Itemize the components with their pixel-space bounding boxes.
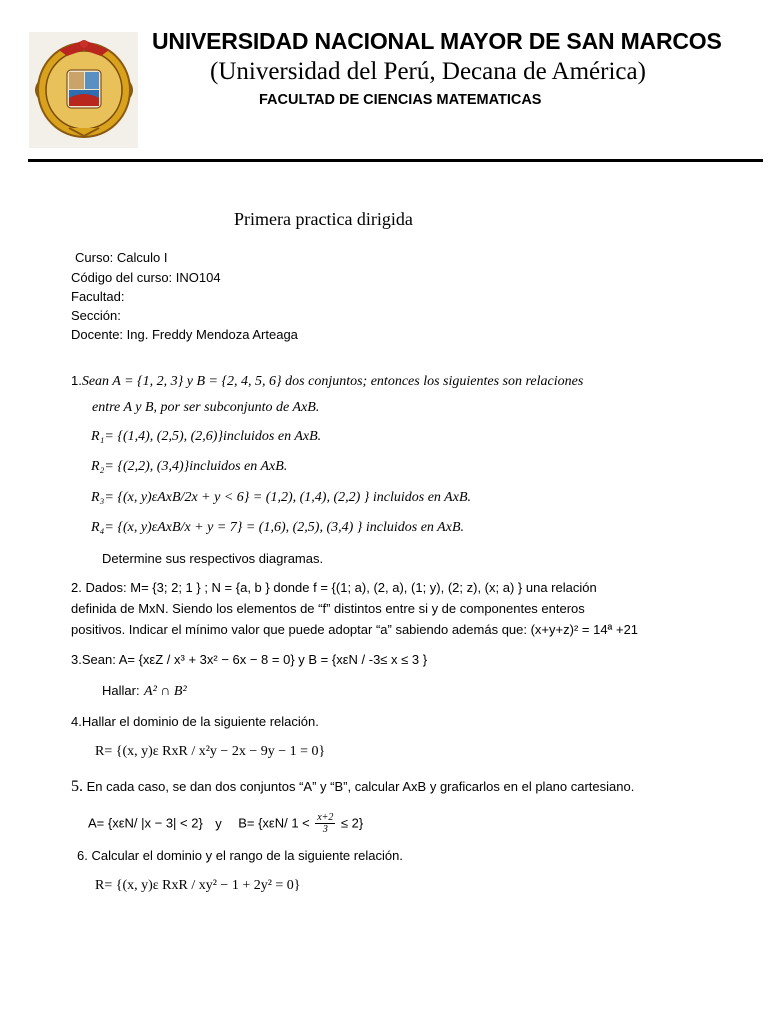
problem-1-number: 1. — [71, 373, 82, 388]
problem-3-line-2 — [102, 682, 187, 700]
problem-4-relation: R= {(x, y)ε RxR / x²y − 2x − 9y − 1 = 0} — [95, 744, 326, 759]
info-facultad: Facultad: — [71, 289, 125, 304]
problem-2-line-3: positivos. Indicar el mínimo valor que puede adoptar “a” sabiendo además que: (x+y+z)² = 14ª +21 — [71, 622, 639, 637]
conjunction-y: y — [215, 815, 222, 831]
university-subtitle: (Universidad del Perú, Decana de América) — [210, 58, 646, 85]
university-name: UNIVERSIDAD NACIONAL MAYOR DE SAN MARCOS — [152, 28, 722, 54]
problem-1-statement: Sean A = {1, 2, 3} y B = {2, 4, 5, 6} dos conjuntos; entonces los siguientes son relaciones — [81, 374, 584, 389]
problem-3-hallar: Hallar: — [102, 683, 140, 698]
problem-5-sets — [88, 812, 363, 835]
document-title: Primera practica dirigida — [234, 209, 413, 229]
set-a: A= {xεN/ |x − 3| < 2} — [88, 815, 203, 831]
relation-r1: R₁= {(1,4), (2,5), (2,6)}incluidos en AxB. — [91, 429, 322, 444]
problem-1-line-1 — [71, 372, 583, 390]
faculty-name: FACULTAD DE CIENCIAS MATEMATICAS — [259, 92, 542, 108]
set-b-prefix: B= {xεN/ 1 < — [238, 815, 310, 831]
problem-1-instruction: Determine sus respectivos diagramas. — [102, 551, 324, 566]
problem-5-number: 5. — [71, 778, 83, 795]
problem-5-line-1 — [71, 778, 634, 796]
problem-3-line-1: 3.Sean: A= {xεZ / x³ + 3x² − 6x − 8 = 0} y B = {xεN / -3≤ x ≤ 3 } — [71, 652, 428, 667]
problem-5-statement: En cada caso, se dan dos conjuntos “A” y “B”, calcular AxB y graficarlos en el plano cartesiano. — [83, 779, 635, 794]
set-b-fraction — [315, 812, 335, 835]
info-seccion: Sección: — [71, 308, 121, 323]
info-docente: Docente: Ing. Freddy Mendoza Arteaga — [71, 327, 298, 342]
relation-r4: R₄= {(x, y)εAxB/x + y = 7} = (1,6), (2,5), (3,4) } incluidos en AxB. — [91, 520, 464, 535]
problem-2-line-1: 2. Dados: M= {3; 2; 1 } ; N = {a, b } donde f = {(1; a), (2, a), (1; y), (2; z), (x; a) } una relación — [71, 580, 597, 595]
problem-2-line-2: definida de MxN. Siendo los elementos de “f” distintos entre si y de componentes enteros — [71, 601, 585, 616]
fraction-denominator: 3 — [322, 824, 328, 835]
problem-6-line-1: 6. Calcular el dominio y el rango de la siguiente relación. — [77, 848, 403, 863]
relation-r3: R₃= {(x, y)εAxB/2x + y < 6} = (1,2), (1,4), (2,2) } incluidos en AxB. — [91, 490, 471, 505]
info-curso: Curso: Calculo I — [75, 250, 168, 265]
problem-1-line-2: entre A y B, por ser subconjunto de AxB. — [92, 400, 320, 415]
relation-r2: R₂= {(2,2), (3,4)}incluidos en AxB. — [91, 459, 288, 474]
problem-6-relation: R= {(x, y)ε RxR / xy² − 1 + 2y² = 0} — [95, 878, 301, 893]
fraction-numerator: x+2 — [317, 812, 334, 823]
info-codigo: Código del curso: INO104 — [71, 270, 221, 285]
problem-3-expression: A² ∩ B² — [144, 684, 187, 699]
problem-4-line-1: 4.Hallar el dominio de la siguiente relación. — [71, 714, 319, 729]
header-divider — [28, 159, 763, 162]
set-b-suffix: ≤ 2} — [340, 815, 364, 831]
university-seal-logo — [29, 32, 138, 148]
